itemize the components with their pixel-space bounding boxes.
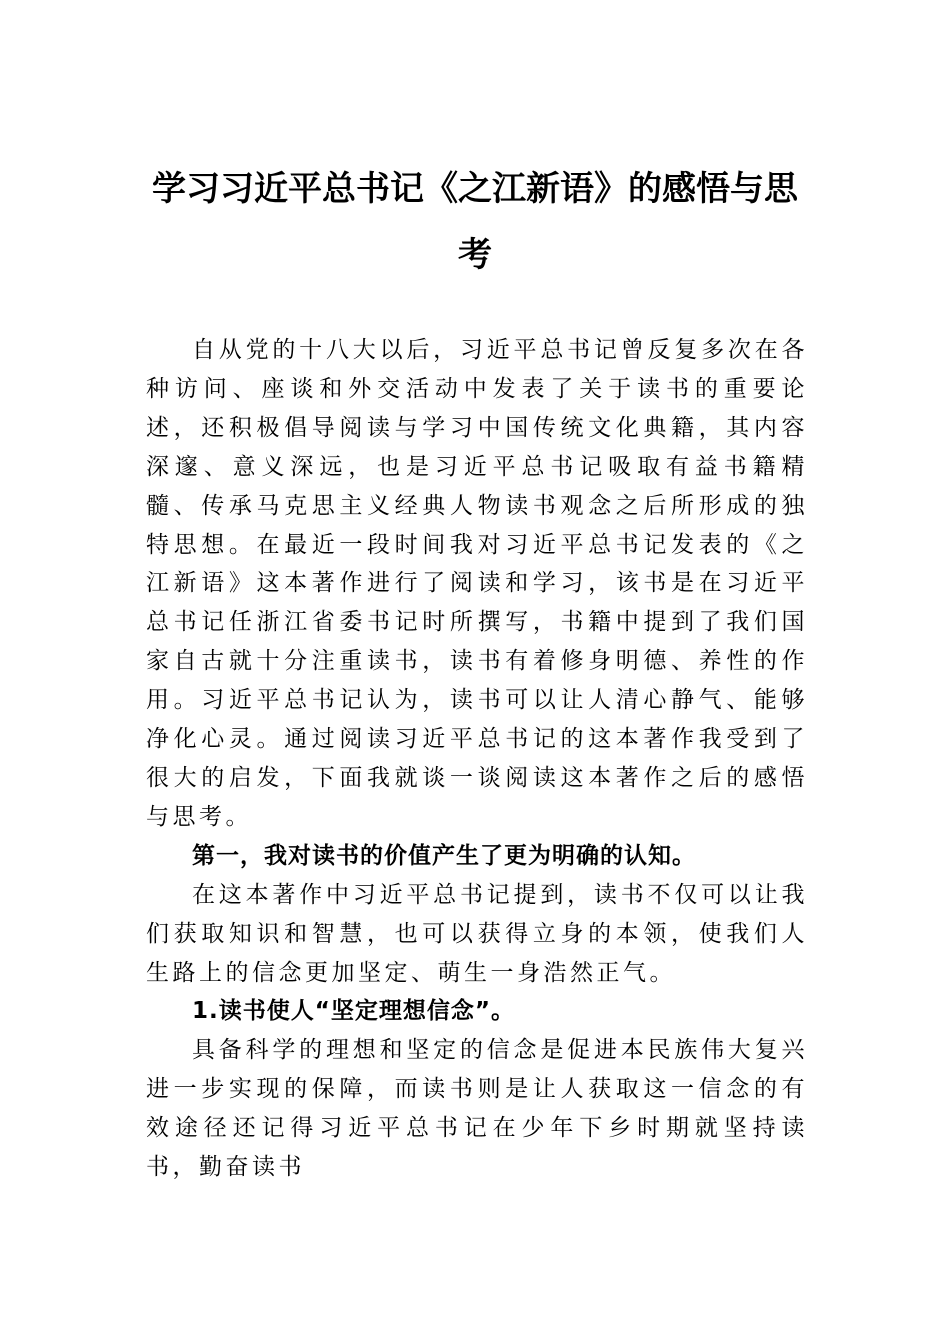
- document-body: [146, 331, 808, 1187]
- subsection-heading-1: 1.读书使人“坚定理想信念”。: [192, 998, 515, 1025]
- section-paragraph: 在这本著作中习近平总书记提到，读书不仅可以让我们获取知识和智慧，也可以获得立身的本领，使我们人生路上的信念更加坚定、萌生一身浩然正气。: [146, 881, 808, 986]
- document-title: 学习习近平总书记《之江新语》的感悟与思考: [152, 169, 798, 275]
- subsection-paragraph: 具备科学的理想和坚定的信念是促进本民族伟大复兴进一步实现的保障，而读书则是让人获取这一信念的有效途径还记得习近平总书记在少年下乡时期就坚持读书，勤奋读书: [146, 1037, 808, 1181]
- intro-paragraph: 自从党的十八大以后，习近平总书记曾反复多次在各种访问、座谈和外交活动中发表了关于读书的重要论述，还积极倡导阅读与学习中国传统文化典籍，其内容深邃、意义深远，也是习近平总书记吸取有益书籍精髓、传承马克思主义经典人物读书观念之后所形成的独特思想。在最近一段时间我对习近平总书记发表的《之江新语》这本著作进行了阅读和学习，该书是在习近平总书记任浙江省委书记时所撰写，书籍中提到了我们国家自古就十分注重读书，读书有着修身明德、养性的作用。习近平总书记认为，读书可以让人清心静气、能够净化心灵。通过阅读习近平总书记的这本著作我受到了很大的启发，下面我就谈一谈阅读这本著作之后的感悟与思考。: [146, 337, 808, 830]
- section-heading-first: 第一，我对读书的价值产生了更为明确的认知。: [192, 842, 696, 869]
